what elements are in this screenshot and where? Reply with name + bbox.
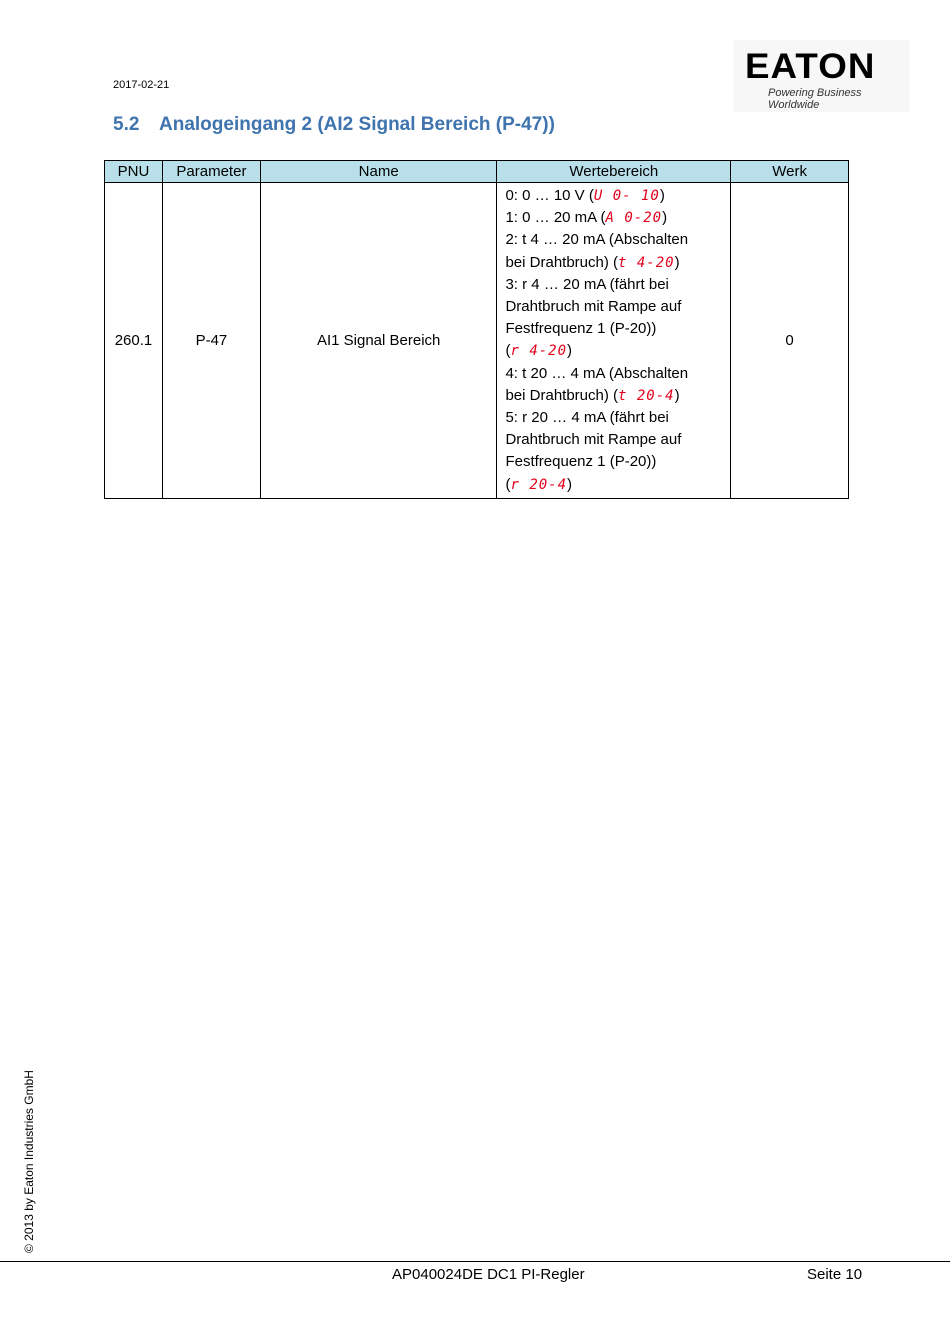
range-line-text: Festfrequenz 1 (P-20)) bbox=[505, 453, 657, 471]
range-line bbox=[505, 318, 722, 340]
section-heading bbox=[113, 114, 555, 136]
header-pnu: PNU bbox=[105, 161, 163, 183]
range-line-text: 2: t 4 … 20 mA (Abschalten bbox=[505, 231, 689, 249]
display-code: t 4-20 bbox=[618, 254, 675, 271]
document-date: 2017-02-21 bbox=[113, 79, 170, 91]
range-line bbox=[505, 340, 722, 362]
range-line-text: Drahtbruch mit Rampe auf bbox=[505, 431, 682, 449]
range-line bbox=[505, 429, 722, 451]
header-name: Name bbox=[260, 161, 497, 183]
range-line bbox=[505, 185, 722, 207]
display-code: U 0- 10 bbox=[593, 188, 660, 204]
range-line-text: Festfrequenz 1 (P-20)) bbox=[505, 320, 657, 338]
range-line-text: Drahtbruch mit Rampe auf bbox=[505, 298, 682, 316]
display-code: t 20-4 bbox=[618, 387, 675, 404]
range-line-text: bei Drahtbruch) ( bbox=[505, 386, 619, 404]
header-werk: Werk bbox=[731, 161, 849, 183]
display-code: r 4-20 bbox=[510, 343, 568, 360]
range-line-suffix: ) bbox=[662, 209, 668, 227]
logo-wordmark: EATON bbox=[745, 47, 876, 86]
footer-document-title: AP040024DE DC1 PI-Regler bbox=[392, 1266, 585, 1283]
logo-tagline: Powering Business Worldwide bbox=[768, 87, 862, 111]
range-line-suffix: ) bbox=[674, 253, 680, 271]
range-line bbox=[505, 207, 722, 229]
range-line-suffix: ) bbox=[659, 187, 665, 204]
section-title: Analogeingang 2 (AI2 Signal Bereich (P-47)) bbox=[159, 114, 555, 135]
copyright-note: © 2013 by Eaton Industries GmbH bbox=[22, 1070, 36, 1253]
display-code: r 20-4 bbox=[510, 476, 568, 493]
cell-pnu: 260.1 bbox=[105, 183, 163, 499]
range-line-suffix: ) bbox=[567, 342, 573, 360]
table-header-row bbox=[105, 161, 849, 183]
range-line-text: ( bbox=[505, 342, 511, 360]
footer-divider bbox=[0, 1261, 950, 1262]
range-line bbox=[505, 252, 722, 274]
range-line-text: 3: r 4 … 20 mA (fährt bei bbox=[505, 275, 669, 293]
header-wertebereich: Wertebereich bbox=[497, 161, 731, 183]
range-line-text: 1: 0 … 20 mA ( bbox=[505, 209, 606, 227]
range-lines bbox=[505, 185, 722, 496]
section-number: 5.2 bbox=[113, 114, 140, 135]
eaton-logo bbox=[733, 40, 909, 112]
header-parameter: Parameter bbox=[162, 161, 260, 183]
footer-page-number: Seite 10 bbox=[807, 1266, 863, 1283]
parameter-table bbox=[104, 160, 849, 499]
range-line bbox=[505, 407, 722, 429]
cell-name: AI1 Signal Bereich bbox=[260, 183, 497, 499]
range-line-suffix: ) bbox=[674, 386, 680, 404]
range-line bbox=[505, 274, 722, 296]
range-line bbox=[505, 474, 722, 496]
range-line bbox=[505, 385, 722, 407]
range-line-text: 4: t 20 … 4 mA (Abschalten bbox=[505, 364, 689, 382]
display-code: A 0-20 bbox=[605, 210, 663, 227]
range-line-text: bei Drahtbruch) ( bbox=[505, 253, 619, 271]
cell-werk: 0 bbox=[731, 183, 849, 499]
range-line-text: 0: 0 … 10 V ( bbox=[505, 187, 594, 204]
cell-parameter: P-47 bbox=[162, 183, 260, 499]
cell-wertebereich bbox=[497, 183, 731, 499]
range-line bbox=[505, 229, 722, 251]
range-line-text: 5: r 20 … 4 mA (fährt bei bbox=[505, 409, 669, 427]
range-line bbox=[505, 363, 722, 385]
range-line bbox=[505, 296, 722, 318]
range-line-text: ( bbox=[505, 475, 511, 493]
table-row bbox=[105, 183, 849, 499]
range-line-suffix: ) bbox=[567, 475, 573, 493]
range-line bbox=[505, 451, 722, 473]
